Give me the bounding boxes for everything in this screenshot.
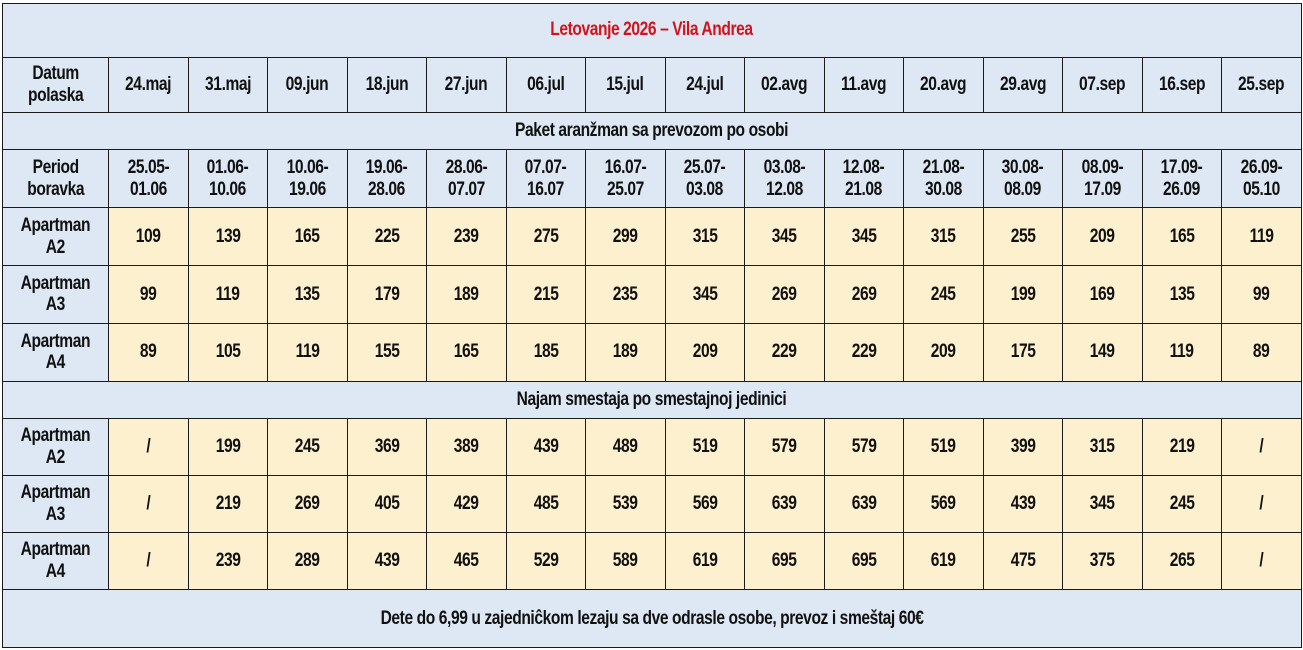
- section-rent-text: Najam smestaja po smestajnoj jedinici: [516, 389, 787, 411]
- apartment-label-text: A4: [45, 561, 66, 583]
- price-cell: [1222, 266, 1302, 324]
- departure-label-line1: Datum: [32, 62, 79, 84]
- price-cell: [745, 208, 825, 266]
- price-cell-text: 695: [771, 550, 797, 572]
- period-cell-text: 30.08-: [1001, 156, 1044, 178]
- price-cell: [586, 208, 666, 266]
- price-cell: [1063, 419, 1143, 476]
- departure-date-cell-text: 02.avg: [761, 73, 808, 95]
- price-cell: [586, 419, 666, 476]
- apartment-label-text: A3: [45, 294, 66, 316]
- apartment-label-text: Apartman: [20, 425, 91, 447]
- price-cell-text: 99: [1253, 283, 1270, 305]
- departure-date-cell-text: 07.sep: [1079, 73, 1126, 95]
- rent-row-a4: [3, 533, 1302, 590]
- period-row: [3, 150, 1302, 208]
- child-note: [3, 590, 1302, 648]
- price-cell: [586, 533, 666, 590]
- title-text: Letovanje 2026 – Vila Andrea: [550, 19, 754, 41]
- price-cell: [1222, 208, 1302, 266]
- price-table: [2, 3, 1302, 648]
- price-cell-text: /: [146, 550, 151, 572]
- price-cell-text: 289: [294, 550, 320, 572]
- departure-date-cell: [1222, 57, 1302, 112]
- price-cell: [506, 208, 586, 266]
- price-cell-text: 165: [453, 341, 479, 363]
- departure-date-cell-text: 06.jul: [527, 73, 565, 95]
- period-cell-text: 03.08-: [763, 156, 806, 178]
- apartment-label: [3, 533, 109, 590]
- price-cell: [665, 533, 745, 590]
- departure-label-line2: polaska: [27, 84, 84, 106]
- price-cell-text: /: [146, 436, 151, 458]
- price-cell: [1142, 476, 1222, 533]
- period-cell-text: 17.09: [1083, 178, 1121, 200]
- price-cell-text: 345: [692, 283, 718, 305]
- price-cell-text: 245: [294, 436, 320, 458]
- departure-label: [3, 57, 109, 112]
- price-cell-text: 89: [1253, 341, 1270, 363]
- price-cell: [983, 323, 1063, 381]
- price-cell: [904, 533, 984, 590]
- period-cell-text: 26.09-: [1240, 156, 1283, 178]
- price-cell-text: 239: [215, 550, 241, 572]
- period-cell-text: 07.07: [447, 178, 485, 200]
- period-label: [3, 150, 109, 208]
- period-cell-text: 08.09: [1004, 178, 1042, 200]
- price-cell-text: 475: [1010, 550, 1036, 572]
- departure-row: [3, 57, 1302, 112]
- price-cell-text: /: [1259, 550, 1264, 572]
- apartment-label-text: A4: [45, 352, 66, 374]
- price-cell-text: 519: [930, 436, 956, 458]
- price-cell-text: 119: [1249, 225, 1274, 247]
- rent-row-a2: [3, 419, 1302, 476]
- price-cell-text: 389: [453, 436, 479, 458]
- departure-date-cell: [1063, 57, 1143, 112]
- price-cell: [1222, 476, 1302, 533]
- price-cell: [665, 419, 745, 476]
- period-cell: [347, 150, 427, 208]
- departure-date-cell-text: 27.jun: [444, 73, 488, 95]
- price-cell-text: 119: [215, 283, 240, 305]
- price-cell-text: 175: [1010, 341, 1036, 363]
- price-cell: [427, 323, 507, 381]
- section-package-header: [3, 112, 1302, 150]
- period-cell-text: 07.07-: [524, 156, 567, 178]
- price-cell: [1063, 266, 1143, 324]
- period-cell: [586, 150, 666, 208]
- period-cell-text: 17.09-: [1160, 156, 1203, 178]
- price-cell: [586, 323, 666, 381]
- price-cell-text: 619: [930, 550, 956, 572]
- price-cell: [188, 266, 268, 324]
- period-cell-text: 21.08-: [922, 156, 965, 178]
- period-cell-text: 25.05-: [127, 156, 170, 178]
- price-cell: [745, 533, 825, 590]
- price-cell: [109, 323, 189, 381]
- departure-date-cell-text: 18.jun: [365, 73, 409, 95]
- price-cell-text: 149: [1089, 341, 1115, 363]
- price-cell-text: /: [146, 493, 151, 515]
- period-cell-text: 01.06: [129, 178, 167, 200]
- price-cell: [347, 476, 427, 533]
- period-cell: [665, 150, 745, 208]
- period-cell-text: 08.09-: [1081, 156, 1124, 178]
- period-label-line2: boravka: [27, 178, 84, 200]
- period-cell: [904, 150, 984, 208]
- period-cell-text: 16.07: [527, 178, 565, 200]
- price-cell: [188, 419, 268, 476]
- period-cell-text: 03.08: [686, 178, 724, 200]
- price-cell-text: 275: [533, 225, 559, 247]
- departure-date-cell: [188, 57, 268, 112]
- price-cell-text: 179: [374, 283, 400, 305]
- departure-date-cell: [983, 57, 1063, 112]
- price-cell-text: 135: [294, 283, 320, 305]
- price-cell: [347, 323, 427, 381]
- departure-date-cell: [1142, 57, 1222, 112]
- price-cell-text: 209: [692, 341, 718, 363]
- price-cell-text: 345: [1089, 493, 1115, 515]
- period-cell: [983, 150, 1063, 208]
- departure-date-cell: [904, 57, 984, 112]
- price-cell: [347, 208, 427, 266]
- price-cell: [109, 266, 189, 324]
- price-cell: [745, 266, 825, 324]
- price-cell: [268, 323, 348, 381]
- section-rent-header: [3, 381, 1302, 419]
- price-cell-text: 579: [851, 436, 877, 458]
- price-cell-text: 375: [1089, 550, 1115, 572]
- price-cell: [109, 476, 189, 533]
- departure-date-cell-text: 20.avg: [920, 73, 967, 95]
- price-cell-text: /: [1259, 436, 1264, 458]
- period-cell-text: 19.06-: [365, 156, 408, 178]
- price-cell: [983, 208, 1063, 266]
- period-cell: [109, 150, 189, 208]
- price-cell-text: 199: [1010, 283, 1036, 305]
- price-cell-text: 639: [851, 493, 877, 515]
- price-cell-text: 579: [771, 436, 797, 458]
- period-cell-text: 16.07-: [604, 156, 647, 178]
- price-cell: [1142, 266, 1222, 324]
- price-cell-text: 209: [930, 341, 956, 363]
- price-cell: [109, 208, 189, 266]
- price-cell: [665, 476, 745, 533]
- price-cell-text: 439: [374, 550, 400, 572]
- price-cell: [1222, 533, 1302, 590]
- price-cell: [506, 533, 586, 590]
- price-cell-text: 589: [612, 550, 638, 572]
- price-cell-text: 519: [692, 436, 718, 458]
- table-title: [3, 4, 1302, 58]
- price-cell-text: 225: [374, 225, 400, 247]
- price-cell: [427, 533, 507, 590]
- period-cell-text: 12.08: [765, 178, 803, 200]
- price-cell-text: 89: [139, 341, 157, 363]
- price-cell-text: 269: [851, 283, 877, 305]
- period-cell: [427, 150, 507, 208]
- price-cell-text: 569: [930, 493, 956, 515]
- price-cell-text: 485: [533, 493, 559, 515]
- price-cell: [347, 266, 427, 324]
- price-cell-text: 169: [1089, 283, 1115, 305]
- departure-date-cell-text: 16.sep: [1158, 73, 1205, 95]
- departure-date-cell: [824, 57, 904, 112]
- price-cell-text: 695: [851, 550, 877, 572]
- price-cell-text: 229: [771, 341, 797, 363]
- departure-date-cell-text: 15.jul: [606, 73, 644, 95]
- price-cell: [665, 208, 745, 266]
- price-cell-text: 639: [771, 493, 797, 515]
- price-cell: [427, 266, 507, 324]
- period-cell-text: 25.07-: [683, 156, 726, 178]
- departure-date-cell: [745, 57, 825, 112]
- apartment-label: [3, 419, 109, 476]
- price-cell-text: 189: [453, 283, 479, 305]
- period-cell: [824, 150, 904, 208]
- section-package-text: Paket aranžman sa prevozom po osobi: [515, 120, 789, 142]
- apartment-label-text: A3: [45, 504, 66, 526]
- price-cell: [824, 208, 904, 266]
- price-cell-text: 119: [1169, 341, 1194, 363]
- price-cell: [109, 533, 189, 590]
- price-cell-text: 265: [1169, 550, 1195, 572]
- price-cell-text: 465: [453, 550, 479, 572]
- price-cell-text: 105: [215, 341, 241, 363]
- price-cell: [268, 266, 348, 324]
- price-cell-text: 569: [692, 493, 718, 515]
- price-cell-text: 119: [295, 341, 320, 363]
- period-cell-text: 12.08-: [842, 156, 885, 178]
- price-cell: [1222, 323, 1302, 381]
- package-row-a3: [3, 266, 1302, 324]
- price-cell: [506, 266, 586, 324]
- price-cell: [506, 323, 586, 381]
- price-cell-text: 135: [1169, 283, 1195, 305]
- price-cell: [983, 476, 1063, 533]
- price-cell-text: 245: [1169, 493, 1195, 515]
- departure-date-cell: [665, 57, 745, 112]
- price-cell: [268, 476, 348, 533]
- price-cell: [586, 266, 666, 324]
- apartment-label: [3, 476, 109, 533]
- price-cell: [665, 266, 745, 324]
- period-cell: [268, 150, 348, 208]
- price-cell: [109, 419, 189, 476]
- package-row-a2: [3, 208, 1302, 266]
- price-cell: [347, 419, 427, 476]
- apartment-label-text: Apartman: [20, 539, 91, 561]
- period-cell-text: 01.06-: [206, 156, 249, 178]
- departure-date-cell-text: 24.jul: [686, 73, 724, 95]
- price-cell-text: 345: [771, 225, 797, 247]
- period-cell-text: 10.06: [209, 178, 247, 200]
- price-cell: [904, 323, 984, 381]
- departure-date-cell: [506, 57, 586, 112]
- price-cell: [745, 419, 825, 476]
- child-note-text: Dete do 6,99 u zajedniĉkom lezaju sa dve odrasle osobe, prevoz i smeštaj 60€: [380, 607, 924, 629]
- period-cell-text: 05.10: [1242, 178, 1280, 200]
- price-cell-text: 139: [215, 225, 241, 247]
- price-cell-text: 165: [1169, 225, 1195, 247]
- price-cell: [1142, 208, 1222, 266]
- departure-date-cell: [586, 57, 666, 112]
- departure-date-cell: [268, 57, 348, 112]
- price-cell: [427, 419, 507, 476]
- apartment-label-text: Apartman: [20, 272, 91, 294]
- price-cell-text: 155: [374, 341, 400, 363]
- period-cell: [1222, 150, 1302, 208]
- period-cell-text: 19.06: [288, 178, 326, 200]
- price-cell: [824, 323, 904, 381]
- departure-date-cell-text: 29.avg: [999, 73, 1046, 95]
- package-row-a4: [3, 323, 1302, 381]
- price-cell: [1142, 533, 1222, 590]
- period-cell-text: 10.06-: [286, 156, 329, 178]
- departure-date-cell-text: 24.maj: [125, 73, 172, 95]
- apartment-label-text: Apartman: [20, 214, 91, 236]
- price-cell: [268, 419, 348, 476]
- rent-row-a3: [3, 476, 1302, 533]
- price-cell: [1063, 323, 1143, 381]
- departure-date-cell-text: 25.sep: [1238, 73, 1285, 95]
- price-cell-text: 315: [930, 225, 956, 247]
- price-cell-text: 405: [374, 493, 400, 515]
- departure-date-cell: [427, 57, 507, 112]
- price-cell-text: 539: [612, 493, 638, 515]
- departure-date-cell-text: 11.avg: [841, 73, 887, 95]
- price-cell: [983, 266, 1063, 324]
- apartment-label-text: A2: [45, 236, 66, 258]
- price-cell-text: 315: [1089, 436, 1115, 458]
- price-cell-text: 315: [692, 225, 718, 247]
- departure-date-cell-text: 31.maj: [204, 73, 251, 95]
- price-cell-text: 345: [851, 225, 877, 247]
- price-cell: [745, 476, 825, 533]
- price-cell-text: 439: [533, 436, 559, 458]
- period-cell-text: 30.08: [924, 178, 962, 200]
- price-cell: [824, 419, 904, 476]
- period-cell-text: 28.06-: [445, 156, 488, 178]
- price-cell-text: /: [1259, 493, 1264, 515]
- price-cell-text: 489: [612, 436, 638, 458]
- price-cell-text: 619: [692, 550, 718, 572]
- price-cell-text: 369: [374, 436, 400, 458]
- price-cell-text: 109: [135, 225, 161, 247]
- apartment-label-text: Apartman: [20, 482, 91, 504]
- price-cell: [904, 208, 984, 266]
- price-cell-text: 99: [139, 283, 157, 305]
- apartment-label: [3, 208, 109, 266]
- apartment-label: [3, 266, 109, 324]
- period-label-line1: Period: [32, 156, 79, 178]
- price-cell: [1063, 533, 1143, 590]
- price-cell: [188, 323, 268, 381]
- period-cell-text: 26.09: [1163, 178, 1201, 200]
- price-cell-text: 199: [215, 436, 241, 458]
- period-cell: [188, 150, 268, 208]
- period-cell: [745, 150, 825, 208]
- price-cell: [586, 476, 666, 533]
- price-cell: [188, 208, 268, 266]
- price-cell: [268, 208, 348, 266]
- apartment-label-text: A2: [45, 447, 66, 469]
- price-cell: [983, 419, 1063, 476]
- price-cell-text: 209: [1089, 225, 1115, 247]
- price-cell-text: 255: [1010, 225, 1036, 247]
- price-cell-text: 269: [771, 283, 797, 305]
- price-cell-text: 399: [1010, 436, 1036, 458]
- price-cell-text: 215: [533, 283, 559, 305]
- price-cell: [904, 419, 984, 476]
- price-cell-text: 165: [294, 225, 320, 247]
- price-cell: [268, 533, 348, 590]
- price-cell: [824, 533, 904, 590]
- apartment-label: [3, 323, 109, 381]
- price-cell: [1063, 476, 1143, 533]
- price-cell: [904, 266, 984, 324]
- price-cell-text: 439: [1010, 493, 1036, 515]
- price-cell-text: 429: [453, 493, 479, 515]
- period-cell: [1063, 150, 1143, 208]
- price-cell-text: 239: [453, 225, 479, 247]
- price-cell: [1142, 419, 1222, 476]
- price-cell-text: 189: [612, 341, 638, 363]
- price-cell-text: 529: [533, 550, 559, 572]
- price-cell: [665, 323, 745, 381]
- departure-date-cell: [109, 57, 189, 112]
- price-cell-text: 235: [612, 283, 638, 305]
- price-cell: [1222, 419, 1302, 476]
- price-cell-text: 219: [215, 493, 241, 515]
- period-cell: [506, 150, 586, 208]
- price-cell: [824, 476, 904, 533]
- price-cell-text: 229: [851, 341, 877, 363]
- price-cell: [1063, 208, 1143, 266]
- price-cell: [427, 208, 507, 266]
- price-cell-text: 185: [533, 341, 559, 363]
- price-cell-text: 219: [1169, 436, 1195, 458]
- price-cell: [427, 476, 507, 533]
- price-cell-text: 269: [294, 493, 320, 515]
- price-cell: [506, 476, 586, 533]
- apartment-label-text: Apartman: [20, 330, 91, 352]
- period-cell-text: 21.08: [845, 178, 883, 200]
- price-cell: [1142, 323, 1222, 381]
- price-cell: [983, 533, 1063, 590]
- price-cell-text: 245: [930, 283, 956, 305]
- period-cell-text: 25.07: [606, 178, 644, 200]
- price-cell: [347, 533, 427, 590]
- departure-date-cell: [347, 57, 427, 112]
- price-cell: [188, 533, 268, 590]
- price-cell: [506, 419, 586, 476]
- price-cell: [904, 476, 984, 533]
- price-cell-text: 299: [612, 225, 638, 247]
- departure-date-cell-text: 09.jun: [285, 73, 329, 95]
- price-cell: [824, 266, 904, 324]
- price-cell: [745, 323, 825, 381]
- period-cell-text: 28.06: [368, 178, 406, 200]
- price-cell: [188, 476, 268, 533]
- period-cell: [1142, 150, 1222, 208]
